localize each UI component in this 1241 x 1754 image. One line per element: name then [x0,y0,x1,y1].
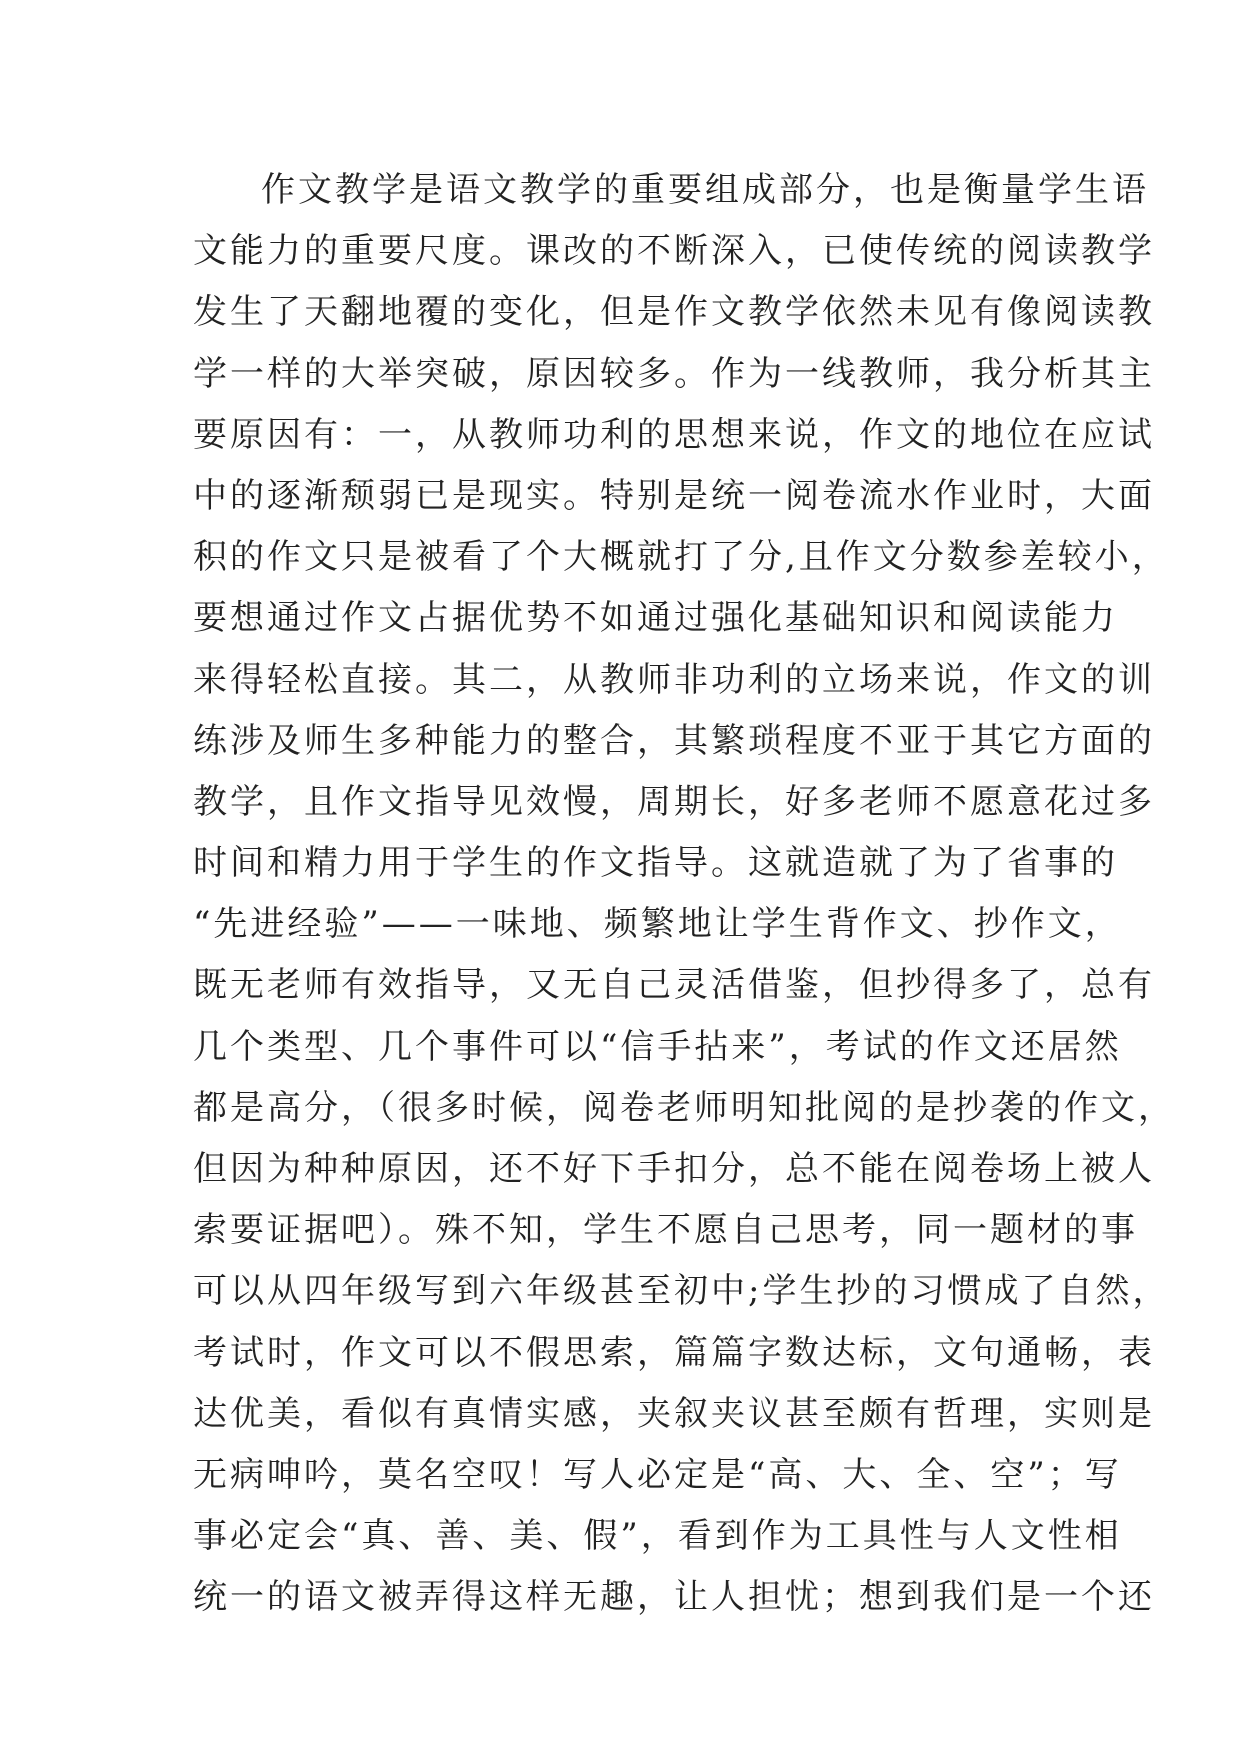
text-line: 积的作文只是被看了个大概就打了分,且作文分数参差较小， [193,537,1169,578]
text-line: 索要证据吧）。殊不知，学生不愿自己思考，同一题材的事 [193,1210,1138,1251]
text-line: 文能力的重要尺度。课改的不断深入，已使传统的阅读教学 [193,231,1155,272]
text-line: “先进经验”——一味地、频繁地让学生背作文、抄作文， [193,904,1122,945]
text-line: 可以从四年级写到六年级甚至初中;学生抄的习惯成了自然， [193,1271,1170,1312]
text-line: 教学，且作文指导见效慢，周期长，好多老师不愿意花过多 [193,781,1155,822]
text-line: 但因为种种原因，还不好下手扣分，总不能在阅卷场上被人 [193,1149,1155,1189]
text-line: 发生了天翻地覆的变化，但是作文教学依然未见有像阅读教 [193,292,1155,333]
text-line: 既无老师有效指导，又无自己灵活借鉴，但抄得多了，总有 [193,965,1155,1006]
text-line: 要原因有：一，从教师功利的思想来说，作文的地位在应试 [193,414,1155,455]
text-line: 时间和精力用于学生的作文指导。这就造就了为了省事的 [193,843,1118,884]
body-paragraph [193,160,1175,1629]
text-line: 几个类型、几个事件可以“信手拈来”，考试的作文还居然 [193,1026,1122,1067]
text-line: 都是高分，（很多时候，阅卷老师明知批阅的是抄袭的作文， [193,1087,1175,1128]
text-line: 中的逐渐颓弱已是现实。特别是统一阅卷流水作业时，大面 [193,475,1155,516]
text-line: 要想通过作文占据优势不如通过强化基础知识和阅读能力 [193,598,1118,639]
text-line: 统一的语文被弄得这样无趣，让人担忧；想到我们是一个还 [193,1577,1155,1618]
text-line: 来得轻松直接。其二，从教师非功利的立场来说，作文的训 [193,659,1155,700]
text-line: 练涉及师生多种能力的整合，其繁琐程度不亚于其它方面的 [193,720,1155,761]
text-line: 达优美，看似有真情实感，夹叙夹议甚至颇有哲理，实则是 [193,1393,1155,1434]
text-line: 考试时，作文可以不假思索，篇篇字数达标，文句通畅，表 [193,1332,1155,1373]
text-line: 作文教学是语文教学的重要组成部分，也是衡量学生语 [261,170,1149,210]
text-line: 无病呻吟，莫名空叹！写人必定是“高、大、全、空”；写 [193,1454,1122,1495]
text-line: 学一样的大举突破，原因较多。作为一线教师，我分析其主 [193,353,1155,394]
text-line: 事必定会“真、善、美、假”，看到作为工具性与人文性相 [193,1516,1122,1557]
